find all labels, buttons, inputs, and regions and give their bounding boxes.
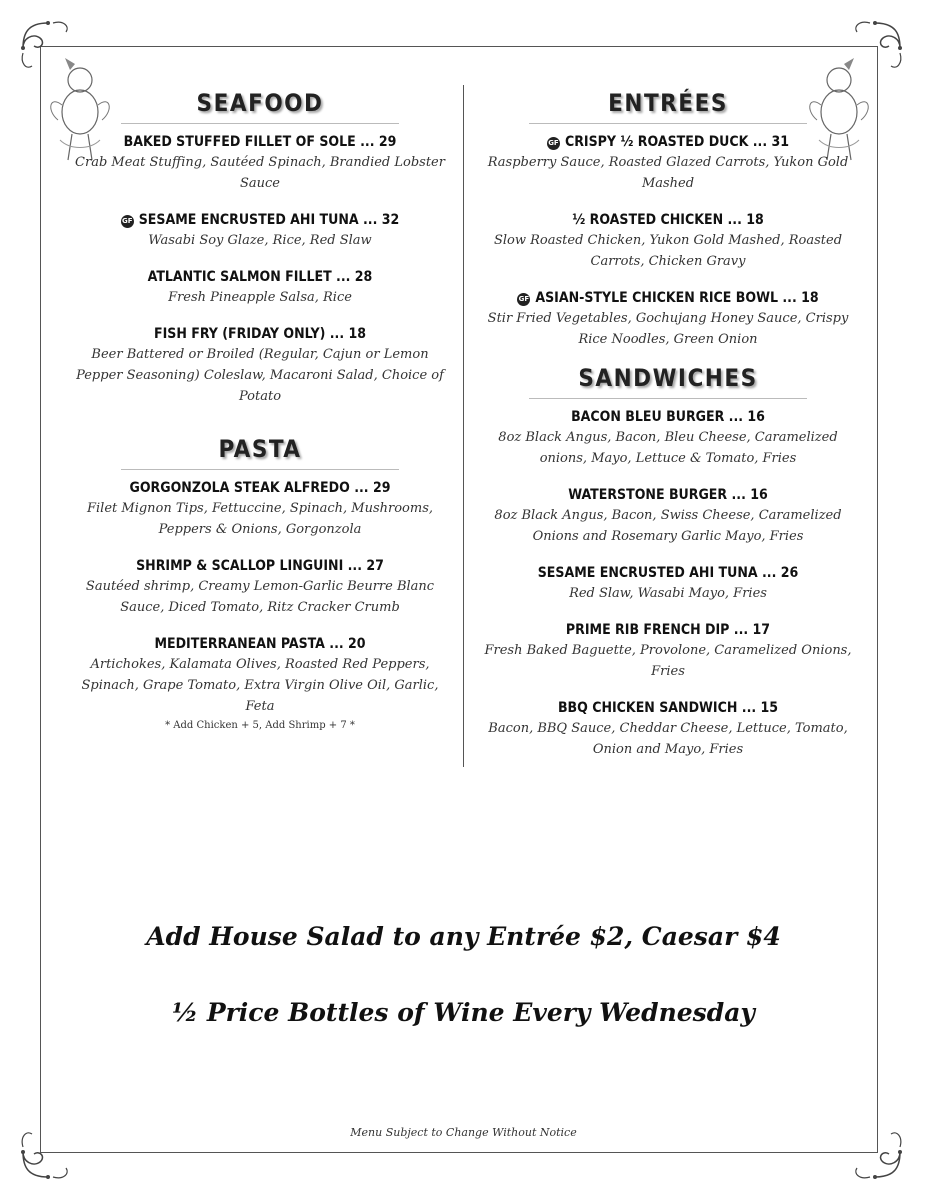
section-title-pasta: PASTA — [218, 435, 302, 463]
item-description: Raspberry Sauce, Roasted Glazed Carrots, Yukon Gold Mashed — [487, 155, 849, 191]
section-title-sandwiches: SANDWICHES — [578, 364, 758, 392]
menu-item — [70, 556, 450, 618]
menu-item — [70, 267, 450, 308]
item-name — [70, 210, 450, 230]
right-column — [478, 85, 858, 776]
gluten-free-icon: GF — [517, 293, 530, 306]
add-on-note: * Add Chicken + 5, Add Shrimp + 7 * — [165, 720, 355, 731]
item-description: 8oz Black Angus, Bacon, Swiss Cheese, Caramelized Onions and Rosemary Garlic Mayo, Fries — [494, 508, 842, 544]
menu-item — [70, 132, 450, 194]
item-description: Artichokes, Kalamata Olives, Roasted Red Peppers, Spinach, Grape Tomato, Extra Virgin Olive Oil, Garlic, Feta — [81, 657, 439, 714]
item-description: Stir Fried Vegetables, Gochujang Honey Sauce, Crispy Rice Noodles, Green Onion — [487, 311, 849, 347]
item-description: Crab Meat Stuffing, Sautéed Spinach, Brandied Lobster Sauce — [75, 155, 445, 191]
menu-item — [478, 132, 858, 194]
item-description: Slow Roasted Chicken, Yukon Gold Mashed, Roasted Carrots, Chicken Gravy — [493, 233, 843, 269]
item-name: ATLANTIC SALMON FILLET ... 28 — [147, 269, 373, 285]
item-name: BBQ CHICKEN SANDWICH ... 15 — [557, 700, 779, 716]
item-name: WATERSTONE BURGER ... 16 — [568, 487, 768, 503]
section-rule — [121, 469, 399, 470]
item-name: GORGONZOLA STEAK ALFREDO ... 29 — [129, 480, 391, 496]
section-rule — [529, 398, 807, 399]
gluten-free-icon: GF — [121, 215, 134, 228]
menu-item — [478, 698, 858, 760]
item-name: SESAME ENCRUSTED AHI TUNA ... 26 — [537, 565, 799, 581]
item-name-text: ASIAN-STYLE CHICKEN RICE BOWL ... 18 — [535, 290, 819, 306]
item-name: FISH FRY (FRIDAY ONLY) ... 18 — [153, 326, 367, 342]
item-name — [478, 288, 858, 308]
menu-item — [70, 210, 450, 251]
section-rule — [121, 123, 399, 124]
left-column — [70, 85, 450, 735]
gluten-free-icon: GF — [547, 137, 560, 150]
item-description: Fresh Pineapple Salsa, Rice — [168, 290, 352, 305]
item-name — [478, 132, 858, 152]
item-name-text: CRISPY ½ ROASTED DUCK ... 31 — [564, 134, 790, 150]
item-description: Bacon, BBQ Sauce, Cheddar Cheese, Lettuce, Tomato, Onion and Mayo, Fries — [488, 721, 848, 757]
item-name-text: SESAME ENCRUSTED AHI TUNA ... 32 — [138, 212, 400, 228]
footer-note: Menu Subject to Change Without Notice — [350, 1126, 577, 1139]
item-name: SHRIMP & SCALLOP LINGUINI ... 27 — [136, 558, 384, 574]
item-description: Sautéed shrimp, Creamy Lemon-Garlic Beurre Blanc Sauce, Diced Tomato, Ritz Cracker Crumb — [85, 579, 435, 615]
item-description: 8oz Black Angus, Bacon, Bleu Cheese, Caramelized onions, Mayo, Lettuce & Tomato, Fries — [498, 430, 838, 466]
item-description: Beer Battered or Broiled (Regular, Cajun or Lemon Pepper Seasoning) Coleslaw, Macaroni Salad, Choice of Potato — [76, 347, 444, 404]
section-title-entrees: ENTRÉES — [608, 89, 728, 117]
promo-salad: Add House Salad to any Entrée $2, Caesar $4 — [146, 922, 781, 951]
item-description: Filet Mignon Tips, Fettuccine, Spinach, Mushrooms, Peppers & Onions, Gorgonzola — [87, 501, 433, 537]
item-description: Red Slaw, Wasabi Mayo, Fries — [569, 586, 767, 601]
item-description: Fresh Baked Baguette, Provolone, Caramelized Onions, Fries — [484, 643, 852, 679]
menu-item — [478, 620, 858, 682]
menu-item — [478, 210, 858, 272]
item-name: ½ ROASTED CHICKEN ... 18 — [572, 212, 764, 228]
column-divider — [463, 85, 464, 767]
menu-item — [478, 407, 858, 469]
menu-item — [70, 324, 450, 407]
section-title-seafood: SEAFOOD — [196, 89, 324, 117]
item-name: MEDITERRANEAN PASTA ... 20 — [154, 636, 366, 652]
item-name: PRIME RIB FRENCH DIP ... 17 — [565, 622, 771, 638]
menu-item — [478, 485, 858, 547]
menu-item — [478, 563, 858, 604]
section-rule — [529, 123, 807, 124]
item-name: BACON BLEU BURGER ... 16 — [571, 409, 765, 425]
item-description: Wasabi Soy Glaze, Rice, Red Slaw — [148, 233, 372, 248]
menu-item — [478, 288, 858, 350]
item-name: BAKED STUFFED FILLET OF SOLE ... 29 — [123, 134, 397, 150]
promo-wine: ½ Price Bottles of Wine Every Wednesday — [172, 998, 755, 1027]
menu-item — [70, 478, 450, 540]
menu-item — [70, 634, 450, 735]
